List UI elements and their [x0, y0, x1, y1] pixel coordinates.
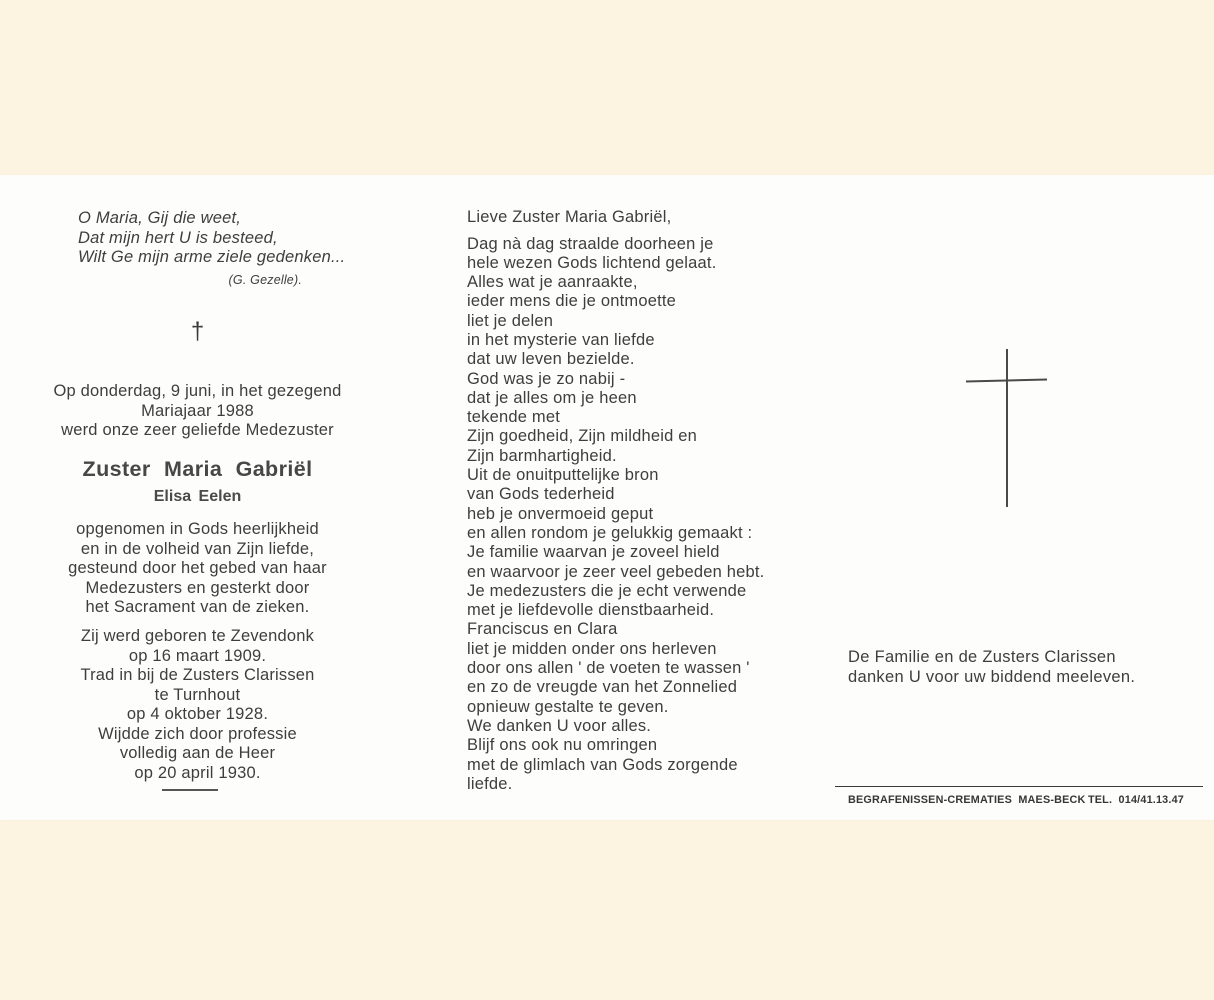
poem-block: [78, 209, 370, 290]
birth-name: Elisa Eelen: [153, 488, 242, 505]
intro-line: Op donderdag, 9 juni, in het gezegend: [53, 382, 342, 400]
thanks-block: [848, 647, 1188, 687]
funeral-home-name: BEGRAFENISSEN-CREMATIES MAES-BECK: [848, 794, 1086, 806]
life-line: op 4 oktober 1928.: [126, 705, 269, 723]
thanks-line: danken U voor uw biddend meeleven.: [848, 668, 1136, 686]
passing-line: gesteund door het gebed van haar: [68, 559, 327, 577]
tribute-line: dat uw leven bezielde.: [467, 350, 635, 369]
life-line: te Turnhout: [154, 685, 241, 704]
tribute-line: tekende met: [467, 408, 561, 427]
passing-block: [30, 520, 365, 618]
tribute-line: Franciscus en Clara: [467, 620, 618, 639]
tribute-line: Je medezusters die je echt verwende: [467, 581, 747, 600]
dagger-cross-icon: †: [190, 318, 205, 345]
tribute-line: en waarvoor je zeer veel gebeden hebt.: [467, 562, 765, 581]
tribute-line: in het mysterie van liefde: [467, 330, 655, 349]
intro-line: Mariajaar 1988: [141, 401, 254, 420]
tribute-line: Zijn goedheid, Zijn mildheid en: [467, 427, 697, 446]
tribute-line: en allen rondom je gelukkig gemaakt :: [467, 523, 753, 542]
life-dates-block: [30, 627, 365, 783]
tribute-line: God was je zo nabij -: [467, 369, 626, 388]
tribute-line: Je familie waarvan je zoveel hield: [467, 543, 720, 562]
tribute-block: [467, 235, 827, 795]
intro-block: [30, 382, 365, 441]
passing-line: opgenomen in Gods heerlijkheid: [76, 520, 319, 538]
tribute-line: met de glimlach van Gods zorgende: [467, 755, 738, 774]
tribute-line: Dag nà dag straalde doorheen je: [467, 234, 714, 253]
tribute-line: We danken U voor alles.: [467, 716, 652, 735]
salutation: Lieve Zuster Maria Gabriël,: [467, 208, 672, 226]
tribute-line: Uit de onuitputtelijke bron: [467, 466, 659, 485]
tribute-line: ieder mens die je ontmoette: [467, 292, 677, 311]
life-line: Zij werd geboren te Zevendonk: [80, 627, 315, 645]
tribute-line: met je liefdevolle dienstbaarheid.: [467, 601, 715, 620]
life-line: Trad in bij de Zusters Clarissen: [80, 666, 315, 684]
poem-lines: [78, 209, 370, 268]
passing-line: Medezusters en gesterkt door: [85, 578, 310, 597]
tribute-line: Blijf ons ook nu omringen: [467, 736, 658, 755]
tribute-line: van Gods tederheid: [467, 485, 615, 504]
footer: [848, 794, 1184, 806]
middle-panel: [467, 208, 827, 794]
phone-number: TEL. 014/41.13.47: [1087, 794, 1184, 806]
tribute-line: dat je alles om je heen: [467, 388, 637, 407]
passing-line: en in de volheid van Zijn liefde,: [80, 539, 315, 558]
deceased-name: Zuster Maria Gabriël: [82, 457, 313, 481]
life-line: op 20 april 1930.: [134, 763, 261, 782]
intro-line: werd onze zeer geliefde Medezuster: [61, 421, 334, 439]
tribute-line: hele wezen Gods lichtend gelaat.: [467, 253, 717, 272]
tribute-line: Zijn barmhartigheid.: [467, 446, 617, 465]
cross-icon: [963, 347, 1051, 509]
poem-line: Dat mijn hert U is besteed,: [78, 228, 278, 247]
life-line: op 16 maart 1909.: [128, 646, 267, 665]
poem-line: O Maria, Gij die weet,: [78, 209, 242, 227]
footer-rule: [835, 786, 1203, 787]
tribute-line: liefde.: [467, 774, 513, 793]
tribute-line: liet je delen: [467, 311, 554, 330]
passing-line: het Sacrament van de zieken.: [85, 598, 310, 616]
life-line: Wijdde zich door professie: [98, 724, 297, 743]
tribute-line: opnieuw gestalte te geven.: [467, 697, 669, 716]
divider-rule: [162, 789, 218, 791]
poem-attribution: (G. Gezelle).: [228, 272, 302, 287]
card-surface: [0, 175, 1214, 820]
tribute-line: liet je midden onder ons herleven: [467, 639, 717, 658]
tribute-line: en zo de vreugde van het Zonnelied: [467, 678, 738, 697]
tribute-line: door ons allen ' de voeten te wassen ': [467, 659, 750, 678]
life-line: volledig aan de Heer: [119, 744, 276, 762]
tribute-line: Alles wat je aanraakte,: [467, 273, 638, 292]
tribute-line: heb je onvermoeid geput: [467, 504, 654, 523]
left-panel: [30, 175, 365, 820]
thanks-line: De Familie en de Zusters Clarissen: [848, 648, 1116, 666]
poem-line: Wilt Ge mijn arme ziele gedenken...: [78, 248, 346, 266]
